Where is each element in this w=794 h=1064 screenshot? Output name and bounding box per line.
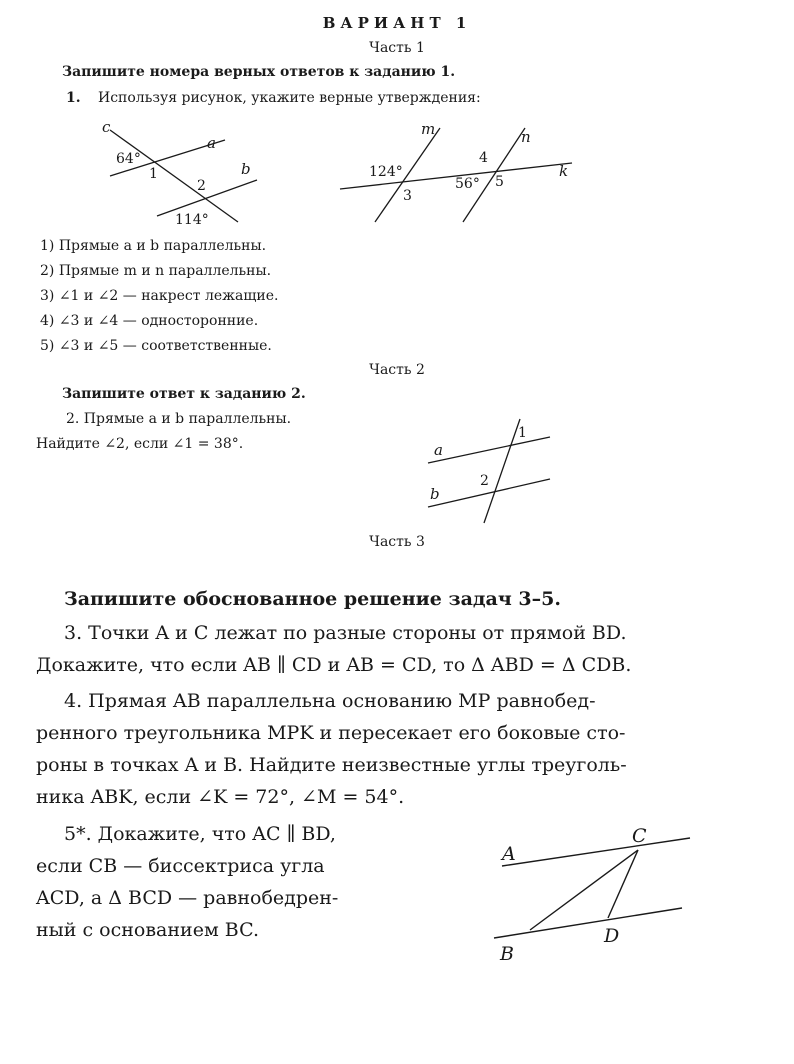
task5-line1: 5*. Докажите, что AC ∥ BD, (64, 823, 336, 845)
task4-text (36, 685, 627, 813)
part1-heading: Часть 1 (369, 40, 425, 56)
task1-text: Используя рисунок, укажите верные утверждения: (98, 90, 481, 106)
task2-line1: 2. Прямые a и b параллельны. (66, 411, 292, 427)
fig2-label-m: m (421, 120, 436, 138)
fig2-angle-56: 56° (455, 176, 480, 192)
fig1-angle-1: 1 (149, 166, 158, 182)
task5-figure (490, 820, 700, 970)
task2-label-a: a (434, 441, 443, 459)
part3-heading: Часть 3 (369, 534, 425, 550)
fig2-label-k: k (559, 162, 569, 180)
fig2-angle-3: 3 (403, 188, 412, 204)
option-4: 4) ∠3 и ∠4 — односторонние. (40, 313, 259, 329)
task1-number: 1. (66, 90, 81, 106)
task5-label-C: C (632, 825, 647, 847)
fig2-angle-124: 124° (369, 164, 403, 180)
fig2-angle-5: 5 (495, 174, 504, 190)
task3-text (36, 617, 631, 681)
task4-line2: ренного треугольника MPK и пересекает его боковые сто- (36, 722, 626, 744)
fig1-angle-114: 114° (175, 212, 209, 228)
variant-title: ВАРИАНТ 1 (322, 14, 472, 32)
task1-figure-left (95, 118, 285, 228)
part2-instruction: Запишите ответ к заданию 2. (62, 386, 306, 402)
fig1-angle-64: 64° (116, 151, 141, 167)
task2-line2: Найдите ∠2, если ∠1 = 38°. (36, 436, 244, 452)
task3-line1: 3. Точки A и C лежат по разные стороны от прямой BD. (64, 622, 627, 644)
task3-line2: Докажите, что если AB ∥ CD и AB = CD, то Δ ABD = Δ CDB. (36, 654, 632, 676)
task4-line4: ника ABK, если ∠K = 72°, ∠M = 54°. (36, 786, 405, 808)
task4-line3: роны в точках A и B. Найдите неизвестные углы треуголь- (36, 754, 627, 776)
fig1-label-a: a (207, 134, 216, 152)
task5-text (36, 818, 338, 946)
task5-label-B: B (500, 943, 514, 965)
task4-line1: 4. Прямая AB параллельна основанию MP равнобед- (64, 690, 596, 712)
fig2-label-n: n (521, 128, 531, 146)
fig1-angle-2: 2 (197, 178, 206, 194)
task2-angle-1: 1 (518, 425, 527, 441)
part2-heading: Часть 2 (369, 362, 425, 378)
option-2: 2) Прямые m и n параллельны. (40, 263, 272, 279)
task2-angle-2: 2 (480, 473, 489, 489)
task2-label-b: b (430, 485, 440, 503)
fig1-label-c: c (102, 118, 111, 136)
option-3: 3) ∠1 и ∠2 — накрест лежащие. (40, 288, 279, 304)
part3-instruction: Запишите обоснованное решение задач 3–5. (64, 588, 561, 610)
task5-label-A: A (502, 843, 516, 865)
task5-label-D: D (604, 925, 620, 947)
fig1-label-b: b (241, 160, 251, 178)
fig2-angle-4: 4 (479, 150, 488, 166)
task2-figure (420, 415, 570, 525)
task1-figure-right (335, 118, 585, 228)
task5-line2: если CB — биссектриса угла (36, 855, 325, 877)
task5-line3: ACD, а Δ BCD — равнобедрен- (36, 887, 339, 909)
option-5: 5) ∠3 и ∠5 — соответственные. (40, 338, 272, 354)
option-1: 1) Прямые a и b параллельны. (40, 238, 267, 254)
task5-line4: ный с основанием BC. (36, 919, 259, 941)
part1-instruction: Запишите номера верных ответов к заданию 1. (62, 64, 456, 80)
